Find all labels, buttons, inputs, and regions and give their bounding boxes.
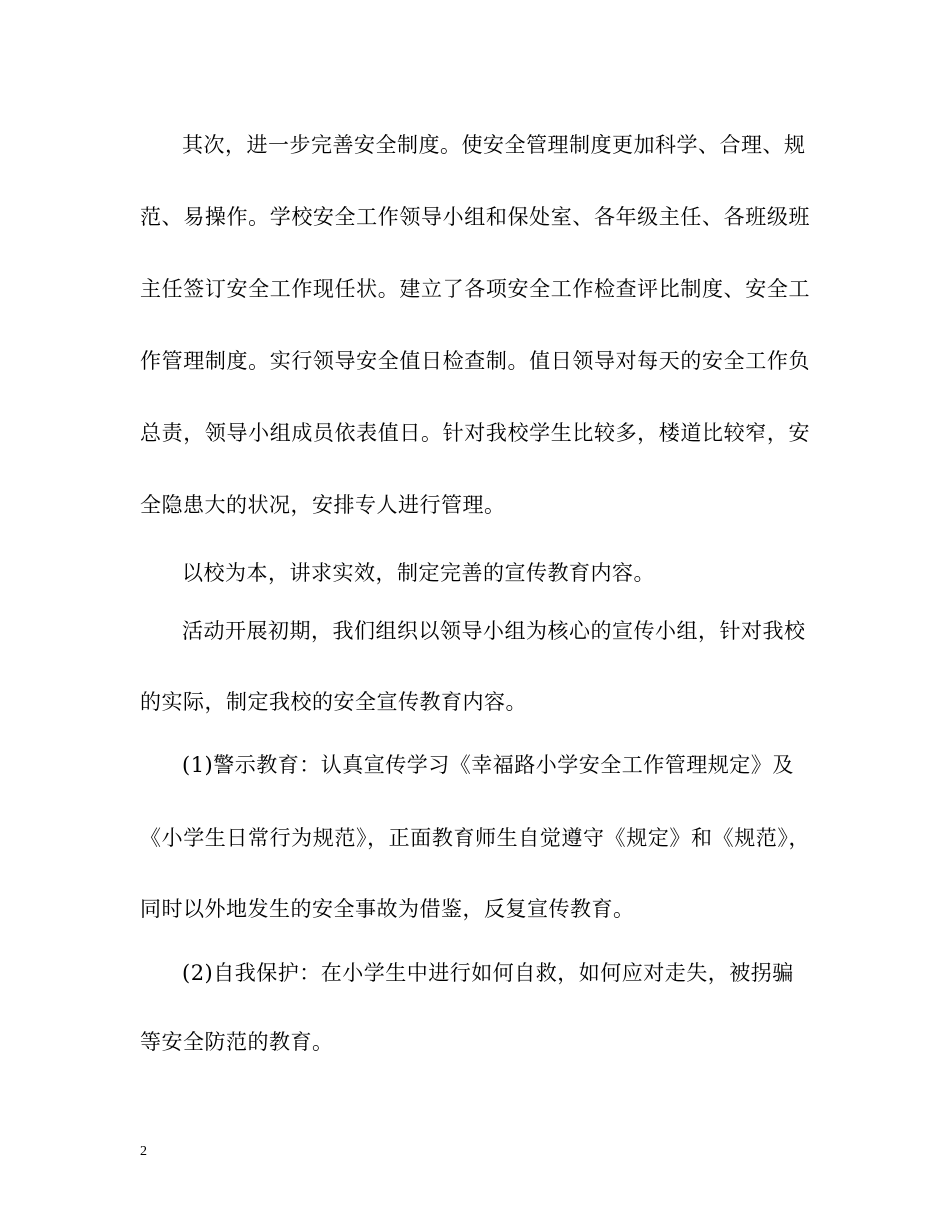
page-number: 2 <box>140 1144 147 1159</box>
text-line: 活动开展初期，我们组织以领导小组为核心的宣传小组，针对我校 <box>182 619 806 643</box>
text-line: 主任签订安全工作现任状。建立了各项安全工作检查评比制度、安全工 <box>140 277 810 301</box>
text-line: 以校为本，讲求实效，制定完善的宣传教育内容。 <box>182 561 655 585</box>
text-line: 全隐患大的状况，安排专人进行管理。 <box>140 493 506 517</box>
text-line: 的实际，制定我校的安全宣传教育内容。 <box>140 690 527 714</box>
text-line: 总责，领导小组成员依表值日。针对我校学生比较多，楼道比较窄，安 <box>140 421 810 445</box>
text-line: 等安全防范的教育。 <box>140 1030 334 1054</box>
text-line: 《小学生日常行为规范》，正面教育师生自觉遵守《规定》和《规范》， <box>140 826 810 850</box>
text-line: 同时以外地发生的安全事故为借鉴，反复宣传教育。 <box>140 897 635 921</box>
text-line: 范、易操作。学校安全工作领导小组和保处室、各年级主任、各班级班 <box>140 205 810 229</box>
text-line: (2)自我保护：在小学生中进行如何自救，如何应对走失，被拐骗 <box>182 961 794 985</box>
text-line: (1)警示教育：认真宣传学习《幸福路小学安全工作管理规定》及 <box>182 753 794 777</box>
text-line: 其次，进一步完善安全制度。使安全管理制度更加科学、合理、规 <box>182 133 806 157</box>
text-line: 作管理制度。实行领导安全值日检查制。值日领导对每天的安全工作负 <box>140 349 810 373</box>
